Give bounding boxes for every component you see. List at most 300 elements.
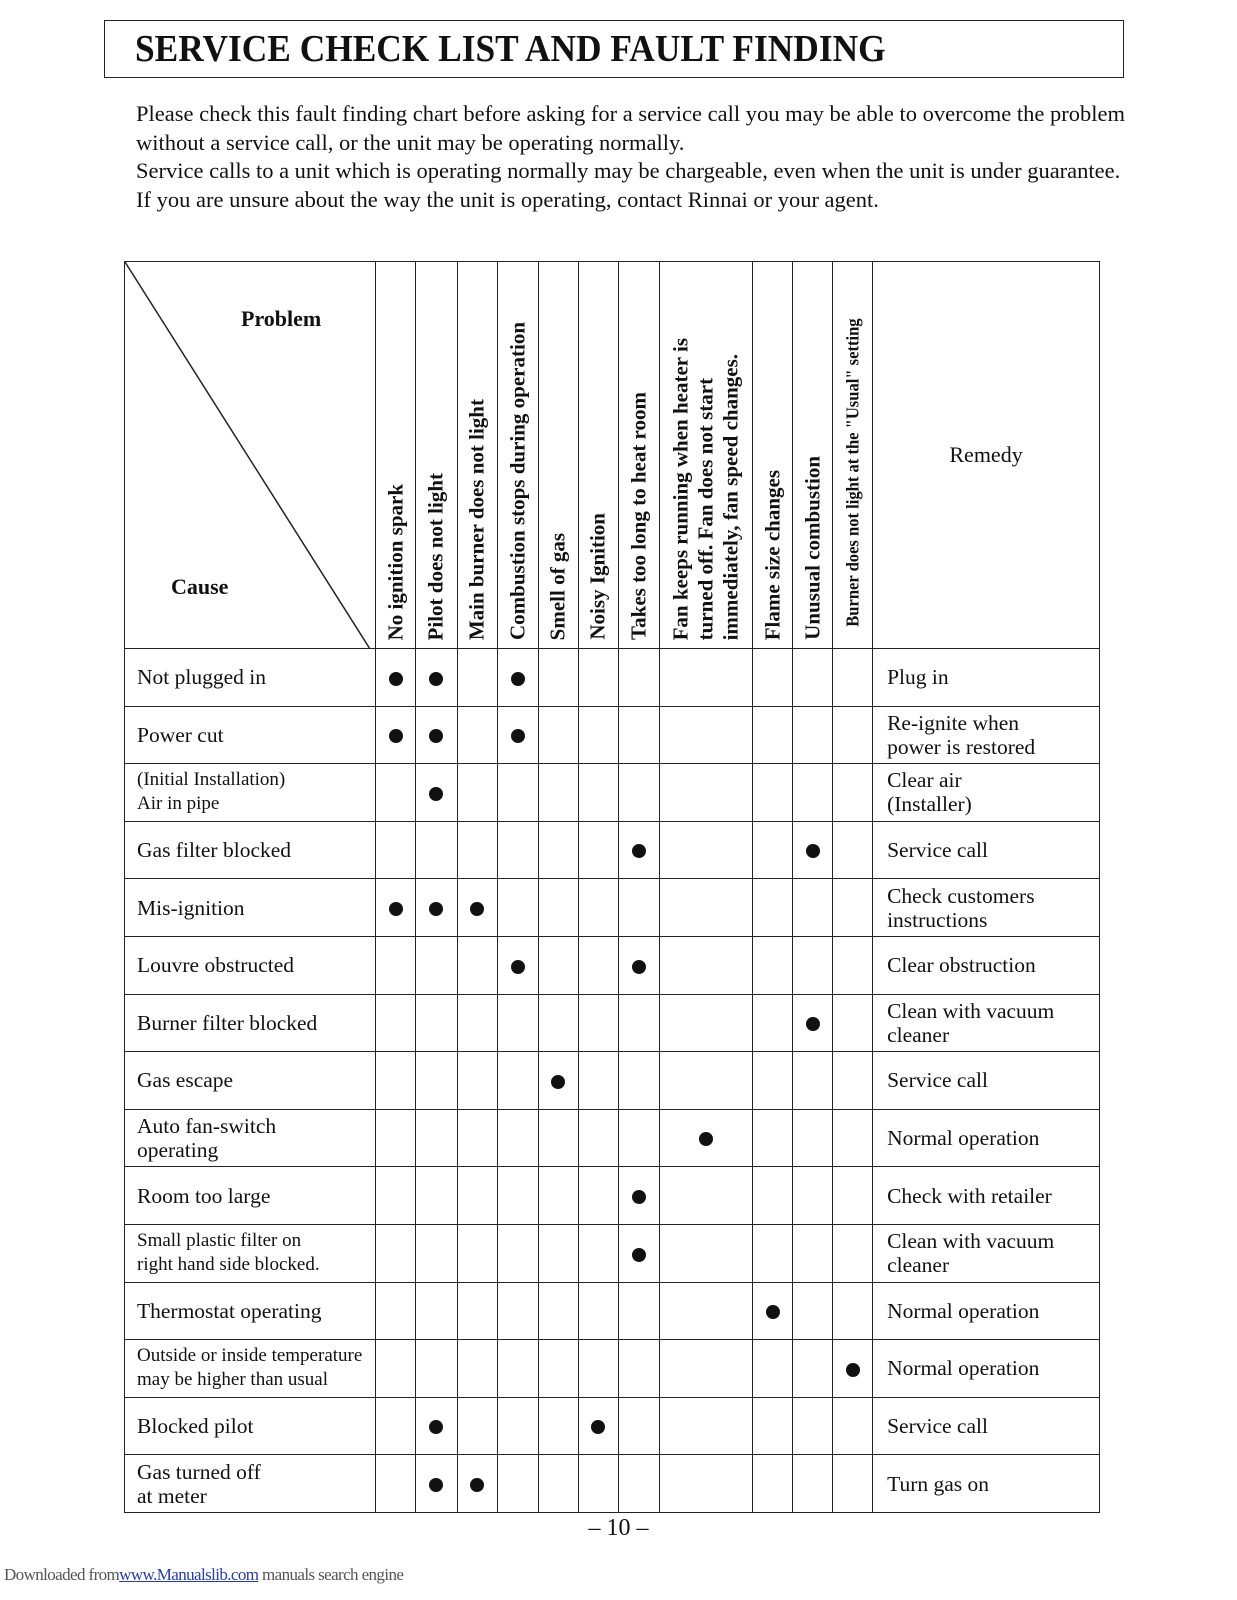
mark-cell (538, 1052, 578, 1110)
mark-cell (457, 1224, 497, 1282)
mark-cell (376, 1167, 416, 1225)
mark-cell (497, 879, 538, 937)
remedy-cell (873, 649, 1100, 707)
mark-cell (376, 706, 416, 764)
cause-text: Blocked pilot (137, 1414, 254, 1439)
remedy-text: Service call (887, 1068, 988, 1093)
mark-cell (833, 821, 873, 879)
table-row (125, 1167, 1100, 1225)
mark-cell (833, 1167, 873, 1225)
mark-cell (457, 1340, 497, 1398)
page-number: – 10 – (588, 1515, 649, 1541)
mark-cell (618, 879, 659, 937)
problem-label: No ignition spark (383, 483, 408, 640)
mark-cell (793, 706, 833, 764)
mark-cell (457, 994, 497, 1052)
mark-cell (618, 1340, 659, 1398)
mark-cell (618, 821, 659, 879)
bullet-dot-icon (766, 1305, 780, 1319)
mark-cell (753, 1224, 793, 1282)
mark-cell (376, 1282, 416, 1340)
footer-suffix: manuals search engine (262, 1565, 404, 1584)
problem-header (793, 262, 833, 649)
problem-label: Problem (241, 306, 322, 331)
mark-cell (457, 821, 497, 879)
table-row (125, 1224, 1100, 1282)
mark-cell (457, 1397, 497, 1455)
remedy-header (873, 262, 1100, 649)
mark-cell (659, 1224, 752, 1282)
mark-cell (376, 994, 416, 1052)
mark-cell (753, 1397, 793, 1455)
problem-label: Main burner does not light (464, 398, 489, 640)
remedy-text: Normal operation (887, 1126, 1040, 1151)
mark-cell (659, 994, 752, 1052)
table-row (125, 994, 1100, 1052)
cause-cell (125, 1397, 376, 1455)
remedy-label: Remedy (949, 442, 1023, 467)
mark-cell (416, 1340, 457, 1398)
mark-cell (457, 649, 497, 707)
mark-cell (538, 1340, 578, 1398)
mark-cell (416, 1109, 457, 1167)
mark-cell (376, 1224, 416, 1282)
mark-cell (618, 936, 659, 994)
mark-cell (416, 936, 457, 994)
mark-cell (833, 879, 873, 937)
problem-header (753, 262, 793, 649)
bullet-dot-icon (429, 1478, 443, 1492)
mark-cell (376, 764, 416, 822)
bullet-dot-icon (846, 1363, 860, 1377)
mark-cell (659, 706, 752, 764)
cause-label: Cause (171, 574, 229, 599)
problem-header (578, 262, 618, 649)
mark-cell (376, 1340, 416, 1398)
mark-cell (793, 764, 833, 822)
remedy-cell (873, 764, 1100, 822)
mark-cell (793, 936, 833, 994)
problem-label: Burner does not light at the "Usual" setting (842, 318, 863, 627)
bullet-dot-icon (470, 902, 484, 916)
mark-cell (416, 994, 457, 1052)
mark-cell (416, 1052, 457, 1110)
mark-cell (416, 649, 457, 707)
remedy-cell (873, 1224, 1100, 1282)
mark-cell (753, 994, 793, 1052)
mark-cell (793, 879, 833, 937)
intro-paragraph: If you are unsure about the way the unit is operating, contact Rinnai or your agent. (136, 186, 879, 212)
mark-cell (497, 706, 538, 764)
cause-text: Gas filter blocked (137, 838, 292, 863)
mark-cell (618, 649, 659, 707)
remedy-cell (873, 1052, 1100, 1110)
mark-cell (618, 764, 659, 822)
mark-cell (578, 649, 618, 707)
mark-cell (833, 994, 873, 1052)
mark-cell (753, 649, 793, 707)
mark-cell (497, 1397, 538, 1455)
problem-label: Smell of gas (545, 532, 570, 640)
mark-cell (538, 936, 578, 994)
remedy-cell (873, 994, 1100, 1052)
cause-cell (125, 1455, 376, 1513)
table-row (125, 1282, 1100, 1340)
mark-cell (618, 1455, 659, 1513)
mark-cell (578, 1224, 618, 1282)
bullet-dot-icon (429, 787, 443, 801)
problem-label: Pilot does not light (423, 472, 448, 640)
cause-text: Small plastic filter on right hand side blocked. (137, 1230, 320, 1276)
mark-cell (376, 936, 416, 994)
mark-cell (659, 649, 752, 707)
mark-cell (457, 1167, 497, 1225)
problem-label: Takes too long to heat room (626, 392, 651, 640)
mark-cell (457, 1455, 497, 1513)
mark-cell (497, 936, 538, 994)
mark-cell (753, 764, 793, 822)
mark-cell (659, 764, 752, 822)
footer (4, 1565, 403, 1585)
table-row (125, 936, 1100, 994)
mark-cell (538, 1224, 578, 1282)
mark-cell (753, 936, 793, 994)
bullet-dot-icon (699, 1132, 713, 1146)
table-row (125, 1052, 1100, 1110)
cause-text: (Initial Installation) Air in pipe (137, 769, 286, 815)
bullet-dot-icon (806, 844, 820, 858)
table-row (125, 1109, 1100, 1167)
cause-cell (125, 879, 376, 937)
mark-cell (659, 1340, 752, 1398)
mark-cell (457, 879, 497, 937)
bullet-dot-icon (389, 902, 403, 916)
mark-cell (578, 1340, 618, 1398)
bullet-dot-icon (429, 672, 443, 686)
mark-cell (793, 821, 833, 879)
mark-cell (753, 821, 793, 879)
bullet-dot-icon (632, 1248, 646, 1262)
bullet-dot-icon (632, 1190, 646, 1204)
mark-cell (416, 879, 457, 937)
mark-cell (457, 1052, 497, 1110)
problem-header (538, 262, 578, 649)
problem-label: Combustion stops during operation (505, 322, 530, 640)
cause-cell (125, 994, 376, 1052)
mark-cell (793, 1052, 833, 1110)
bullet-dot-icon (511, 960, 525, 974)
mark-cell (497, 1052, 538, 1110)
mark-cell (833, 1455, 873, 1513)
intro-paragraph: Service calls to a unit which is operating normally may be chargeable, even when the unit is under guarantee. (136, 158, 1121, 183)
mark-cell (753, 1455, 793, 1513)
header-row (125, 262, 1100, 649)
mark-cell (833, 649, 873, 707)
mark-cell (578, 1052, 618, 1110)
cause-text: Burner filter blocked (137, 1010, 318, 1035)
remedy-cell (873, 1397, 1100, 1455)
mark-cell (497, 1340, 538, 1398)
mark-cell (538, 1455, 578, 1513)
mark-cell (793, 1455, 833, 1513)
mark-cell (457, 936, 497, 994)
cause-text: Gas turned off at meter (137, 1459, 261, 1508)
cause-cell (125, 1282, 376, 1340)
problem-header (618, 262, 659, 649)
mark-cell (793, 1224, 833, 1282)
cause-text: Outside or inside temperature may be higher than usual (137, 1345, 363, 1391)
cause-cell (125, 936, 376, 994)
table-row (125, 821, 1100, 879)
mark-cell (497, 1167, 538, 1225)
mark-cell (578, 706, 618, 764)
mark-cell (416, 1455, 457, 1513)
bullet-dot-icon (389, 672, 403, 686)
manualslib-link[interactable]: www.Manualslib.com (119, 1565, 259, 1584)
cause-text: Louvre obstructed (137, 953, 295, 978)
cause-text: Auto fan-switch operating (137, 1114, 277, 1163)
mark-cell (578, 1109, 618, 1167)
problem-header (457, 262, 497, 649)
mark-cell (538, 706, 578, 764)
problem-header (497, 262, 538, 649)
mark-cell (578, 821, 618, 879)
mark-cell (538, 1167, 578, 1225)
remedy-text: Service call (887, 838, 988, 863)
remedy-text: Check customers instructions (887, 883, 1035, 932)
remedy-text: Plug in (887, 665, 949, 690)
mark-cell (376, 1455, 416, 1513)
remedy-text: Re-ignite when power is restored (887, 710, 1036, 759)
bullet-dot-icon (632, 960, 646, 974)
mark-cell (538, 1109, 578, 1167)
remedy-cell (873, 706, 1100, 764)
footer-prefix: Downloaded from (4, 1565, 120, 1584)
mark-cell (416, 1397, 457, 1455)
cause-text: Thermostat operating (137, 1298, 322, 1323)
remedy-cell (873, 821, 1100, 879)
remedy-text: Check with retailer (887, 1183, 1052, 1208)
remedy-cell (873, 1455, 1100, 1513)
mark-cell (376, 1109, 416, 1167)
mark-cell (497, 764, 538, 822)
table-row (125, 1340, 1100, 1398)
mark-cell (457, 706, 497, 764)
bullet-dot-icon (389, 729, 403, 743)
mark-cell (538, 649, 578, 707)
remedy-text: Clear air (Installer) (887, 768, 972, 817)
mark-cell (659, 1052, 752, 1110)
mark-cell (376, 821, 416, 879)
mark-cell (659, 821, 752, 879)
remedy-text: Clean with vacuum cleaner (887, 998, 1055, 1047)
page-title: SERVICE CHECK LIST AND FAULT FINDING (135, 28, 886, 70)
mark-cell (793, 1282, 833, 1340)
cause-cell (125, 1167, 376, 1225)
problem-label: Fan keeps running when heater is turned off. Fan does not start immediately, fan speed changes. (668, 337, 743, 640)
mark-cell (497, 821, 538, 879)
problem-cause-corner (125, 262, 376, 649)
mark-cell (833, 1109, 873, 1167)
mark-cell (578, 1397, 618, 1455)
bullet-dot-icon (806, 1017, 820, 1031)
mark-cell (578, 764, 618, 822)
mark-cell (793, 1167, 833, 1225)
mark-cell (753, 1052, 793, 1110)
bullet-dot-icon (511, 672, 525, 686)
mark-cell (833, 1340, 873, 1398)
cause-text: Mis-ignition (137, 895, 245, 920)
mark-cell (833, 1052, 873, 1110)
table-row (125, 649, 1100, 707)
mark-cell (578, 1167, 618, 1225)
problem-label: Noisy Ignition (585, 513, 610, 640)
problem-header (376, 262, 416, 649)
mark-cell (578, 994, 618, 1052)
mark-cell (538, 1282, 578, 1340)
mark-cell (416, 706, 457, 764)
mark-cell (753, 879, 793, 937)
intro-text (136, 100, 1136, 214)
cause-cell (125, 764, 376, 822)
mark-cell (538, 764, 578, 822)
remedy-text: Clean with vacuum cleaner (887, 1229, 1055, 1278)
mark-cell (497, 1224, 538, 1282)
remedy-text: Turn gas on (887, 1471, 990, 1496)
mark-cell (416, 764, 457, 822)
mark-cell (753, 1109, 793, 1167)
mark-cell (416, 1167, 457, 1225)
cause-cell (125, 821, 376, 879)
mark-cell (659, 1397, 752, 1455)
bullet-dot-icon (632, 844, 646, 858)
mark-cell (497, 1455, 538, 1513)
table-row (125, 1455, 1100, 1513)
cause-cell (125, 649, 376, 707)
mark-cell (793, 1397, 833, 1455)
remedy-text: Normal operation (887, 1298, 1040, 1323)
mark-cell (578, 936, 618, 994)
mark-cell (538, 1397, 578, 1455)
mark-cell (833, 764, 873, 822)
mark-cell (753, 1282, 793, 1340)
mark-cell (457, 1109, 497, 1167)
mark-cell (753, 1167, 793, 1225)
mark-cell (833, 936, 873, 994)
remedy-cell (873, 879, 1100, 937)
cause-text: Gas escape (137, 1068, 234, 1093)
mark-cell (416, 1282, 457, 1340)
remedy-cell (873, 1282, 1100, 1340)
mark-cell (793, 649, 833, 707)
mark-cell (659, 1167, 752, 1225)
cause-text: Not plugged in (137, 665, 266, 690)
mark-cell (376, 1052, 416, 1110)
mark-cell (659, 1455, 752, 1513)
mark-cell (618, 1282, 659, 1340)
mark-cell (618, 706, 659, 764)
bullet-dot-icon (429, 729, 443, 743)
remedy-text: Normal operation (887, 1356, 1040, 1381)
remedy-text: Service call (887, 1414, 988, 1439)
mark-cell (376, 649, 416, 707)
problem-label: Unusual combustion (800, 456, 825, 640)
cause-cell (125, 1340, 376, 1398)
mark-cell (833, 1224, 873, 1282)
bullet-dot-icon (470, 1478, 484, 1492)
bullet-dot-icon (511, 729, 525, 743)
mark-cell (538, 821, 578, 879)
mark-cell (833, 706, 873, 764)
mark-cell (753, 706, 793, 764)
remedy-cell (873, 1109, 1100, 1167)
mark-cell (659, 1282, 752, 1340)
remedy-cell (873, 1167, 1100, 1225)
mark-cell (618, 1052, 659, 1110)
table-body (125, 649, 1100, 1513)
mark-cell (497, 649, 538, 707)
mark-cell (497, 994, 538, 1052)
cause-cell (125, 1109, 376, 1167)
mark-cell (497, 1109, 538, 1167)
table-row (125, 879, 1100, 937)
problem-header (416, 262, 457, 649)
table-row (125, 1397, 1100, 1455)
table-row (125, 706, 1100, 764)
mark-cell (416, 821, 457, 879)
problem-label: Flame size changes (760, 469, 785, 640)
mark-cell (578, 879, 618, 937)
intro-paragraph: Please check this fault finding chart before asking for a service call you may be able to overcome the problem without a service call, or the unit may be operating normally. (136, 101, 1126, 155)
cause-cell (125, 1224, 376, 1282)
table-row (125, 764, 1100, 822)
mark-cell (376, 1397, 416, 1455)
mark-cell (618, 1109, 659, 1167)
mark-cell (618, 1167, 659, 1225)
cause-text: Power cut (137, 722, 224, 747)
mark-cell (753, 1340, 793, 1398)
bullet-dot-icon (551, 1075, 565, 1089)
mark-cell (659, 1109, 752, 1167)
problem-header (659, 262, 752, 649)
problem-header (833, 262, 873, 649)
mark-cell (793, 1109, 833, 1167)
mark-cell (618, 1397, 659, 1455)
mark-cell (578, 1282, 618, 1340)
mark-cell (538, 994, 578, 1052)
bullet-dot-icon (591, 1420, 605, 1434)
mark-cell (457, 1282, 497, 1340)
remedy-cell (873, 936, 1100, 994)
cause-cell (125, 706, 376, 764)
mark-cell (833, 1397, 873, 1455)
mark-cell (376, 879, 416, 937)
mark-cell (497, 1282, 538, 1340)
mark-cell (416, 1224, 457, 1282)
mark-cell (538, 879, 578, 937)
mark-cell (793, 1340, 833, 1398)
cause-text: Room too large (137, 1183, 271, 1208)
bullet-dot-icon (429, 902, 443, 916)
mark-cell (618, 994, 659, 1052)
mark-cell (457, 764, 497, 822)
mark-cell (618, 1224, 659, 1282)
fault-finding-table (124, 261, 1100, 1513)
title-box (104, 20, 1124, 78)
remedy-cell (873, 1340, 1100, 1398)
cause-cell (125, 1052, 376, 1110)
mark-cell (833, 1282, 873, 1340)
